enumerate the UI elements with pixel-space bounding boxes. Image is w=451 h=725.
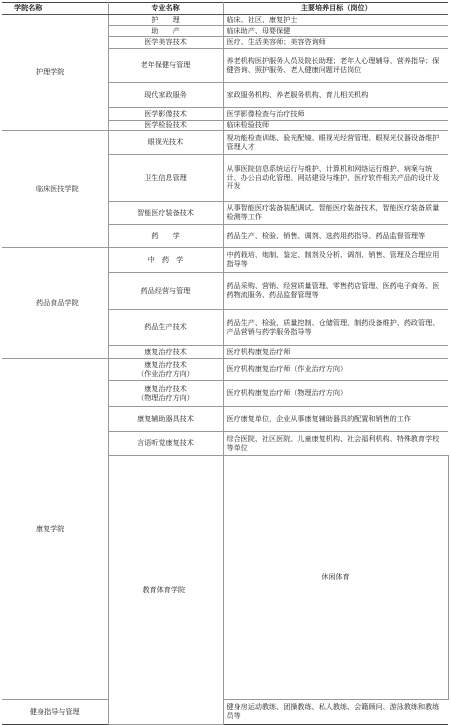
training-goal-cell: 医疗机构康复治疗师（作业治疗方向）	[223, 359, 448, 381]
major-name-cell: 药品生产技术	[108, 310, 223, 346]
major-name-cell: 眼视光技术	[108, 131, 223, 155]
table-header-row	[2, 3, 448, 15]
training-goal-cell: 医疗、生活美容师；美容咨询师	[223, 37, 448, 49]
table-row	[2, 359, 448, 381]
training-goal-cell: 药品生产、检验、销售、调剂、选药用药指导、药品监督管理等	[223, 225, 448, 248]
major-name-cell: 康复辅助器具技术	[108, 407, 223, 432]
training-goal-cell: 药品生产、检验、质量控制、仓储管理、制药设备维护、药政管理、产品营销与药学服务指导等	[223, 310, 448, 346]
training-goal-cell: 临床检验技师	[223, 121, 448, 131]
major-name-cell: 健身指导与管理	[2, 700, 108, 725]
school-name-cell: 教育体育学院	[108, 456, 223, 725]
major-name-cell: 老年保健与管理	[108, 49, 223, 83]
major-name-cell: 助 产	[108, 26, 223, 37]
training-goal-cell: 药品采购、营销、经营质量管理、零售药店管理、医药电子商务、医药物流服务、药品监督管理等	[223, 273, 448, 310]
training-goal-cell: 中药栽培、炮制、鉴定、制剂及分析、调剂、销售、管理及合理应用指导等	[223, 248, 448, 273]
major-name-cell: 医学检验技术	[108, 121, 223, 131]
header-school: 学院名称	[2, 3, 108, 15]
major-name-cell: 医学美容技术	[108, 37, 223, 49]
training-goal-cell: 从事智能医疗装备装配调试、智能医疗装备技术，智能医疗装备质量检测等工作	[223, 202, 448, 225]
training-goal-cell: 视功能检查训练、验光配镜、眼视光经营管理、眼视光仪器设备维护管理人才	[223, 131, 448, 155]
school-name-cell: 康复学院	[2, 359, 108, 700]
table-row	[2, 700, 448, 725]
major-name-cell: 休闲体育	[223, 456, 448, 700]
training-goal-cell: 从事医院信息系统运行与维护、计算机和网络运行维护、病案与统计、办公自动化管理、网站建设与维护、医疗软件相关产品的设计及开发	[223, 155, 448, 202]
major-name-cell: 药 学	[108, 225, 223, 248]
major-name-cell: 护 理	[108, 15, 223, 26]
major-name-cell: 言语听觉康复技术	[108, 432, 223, 456]
school-name-cell: 护理学院	[2, 15, 108, 131]
training-goal-cell: 家政服务机构、养老服务机构、育儿相关机构	[223, 83, 448, 108]
major-name-cell: 现代家政服务	[108, 83, 223, 108]
training-goal-cell: 医疗康复单位，企业从事康复辅助器具的配置和销售的工作	[223, 407, 448, 432]
major-name-cell: 智能医疗装备技术	[108, 202, 223, 225]
major-name-cell: 医学影像技术	[108, 108, 223, 121]
training-goal-cell: 综合医院、社区医院、儿童康复机构、社会福利机构、特殊教育学校等单位	[223, 432, 448, 456]
training-goal-cell: 临床、社区、康复护士	[223, 15, 448, 26]
table-row	[2, 248, 448, 273]
school-name-cell: 临床医技学院	[2, 131, 108, 248]
major-name-cell: 中 药 学	[108, 248, 223, 273]
major-name-cell: 康复治疗技术 （物理治疗方向）	[108, 381, 223, 407]
major-name-cell: 卫生信息管理	[108, 155, 223, 202]
training-goal-cell: 养老机构医护服务人员及院长助理；老年人心理辅导、营养指导；保健咨询、照护服务、老人健康问题评估岗位	[223, 49, 448, 83]
table-body	[2, 15, 448, 725]
training-goal-cell: 医疗机构康复治疗师	[223, 346, 448, 359]
table-row	[2, 15, 448, 26]
training-goal-cell: 医疗机构康复治疗师（物理治疗方向）	[223, 381, 448, 407]
table-row	[2, 131, 448, 155]
major-name-cell: 康复治疗技术 （作业治疗方向）	[108, 359, 223, 381]
training-goals-table	[2, 2, 448, 725]
training-goal-cell: 医学影像检查与治疗技师	[223, 108, 448, 121]
training-goal-cell: 临床助产、母婴保健	[223, 26, 448, 37]
school-name-cell: 药品食品学院	[2, 248, 108, 359]
header-goal: 主要培养目标（岗位）	[223, 3, 448, 15]
training-goal-cell: 健身房运动教练、团操教练、私人教练、会籍顾问、游泳教练和教练员等	[223, 700, 448, 725]
major-name-cell: 药品经营与管理	[108, 273, 223, 310]
header-major: 专业名称	[108, 3, 223, 15]
major-name-cell: 康复治疗技术	[108, 346, 223, 359]
